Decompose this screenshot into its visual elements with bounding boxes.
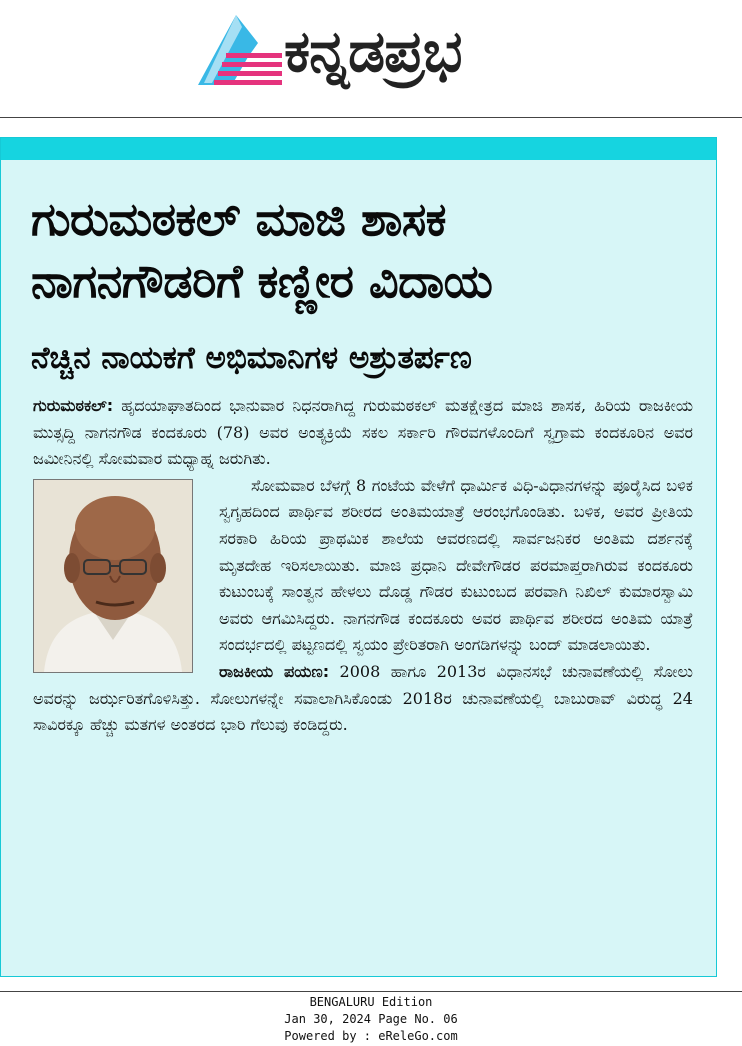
- article-clipping: [0, 137, 717, 977]
- section-subheading: ರಾಜಕೀಯ ಪಯಣ:: [219, 661, 330, 681]
- portrait-photo: [33, 479, 193, 673]
- dateline: ಗುರುಮಠಕಲ್:: [33, 396, 114, 415]
- triangle-logo-icon: [196, 13, 284, 89]
- edition-label: BENGALURU Edition: [309, 995, 433, 1009]
- masthead: [0, 0, 742, 118]
- article-subheadline: ನೆಚ್ಚಿನ ನಾಯಕಗೆ ಅಭಿಮಾನಿಗಳ ಅಶ್ರುತರ್ಪಣ: [31, 340, 472, 376]
- clipping-header-bar: [1, 138, 716, 160]
- paragraph-1-text: ಹೃದಯಾಘಾತದಿಂದ ಭಾನುವಾರ ನಿಧನರಾಗಿದ್ದ ಗುರುಮಠಕಲ್ ಮತಕ್ಷೇತ್ರದ ಮಾಜಿ ಶಾಸಕ, ಹಿರಿಯ ರಾಜಕೀಯ ಮುತ್ಸದ್ದಿ ನಾಗನಗೌಡ ಕಂದಕೂರು (78) ಅವರ ಅಂತ್ಯಕ್ರಿಯೆ ಸಕಲ ಸರ್ಕಾರಿ ಗೌರವಗಳೊಂದಿಗೆ ಸ್ವಗ್ರಾಮ ಕಂದಕೂರಿನ ಅವರ ಜಮೀನಿನಲ್ಲಿ ಸೋಮವಾರ ಮಧ್ಯಾಹ್ನ ಜರುಗಿತು.: [33, 396, 693, 469]
- portrait-illustration: [34, 480, 192, 672]
- powered-by-link[interactable]: Powered by : eReleGo.com: [284, 1029, 458, 1043]
- page-footer: [0, 994, 742, 1045]
- headline-line-1: ಗುರುಮಠಕಲ್ ಮಾಜಿ ಶಾಸಕ: [31, 192, 446, 246]
- paragraph-2-text: ಸೋಮವಾರ ಬೆಳಗ್ಗೆ 8 ಗಂಟೆಯ ವೇಳೆಗೆ ಧಾರ್ಮಿಕ ವಿಧಿ-ವಿಧಾನಗಳನ್ನು ಪೂರೈಸಿದ ಬಳಿಕ ಸ್ವಗೃಹದಿಂದ ಪಾರ್ಥಿವ ಶರೀರದ ಅಂತಿಮಯಾತ್ರೆ ಆರಂಭಗೊಂಡಿತು. ಬಳಿಕ, ಅವರ ಪ್ರೀತಿಯ ಸರಕಾರಿ ಹಿರಿಯ ಪ್ರಾಥಮಿಕ ಶಾಲೆಯ ಆವರಣದಲ್ಲಿ ಸಾರ್ವಜನಿಕರ ಅಂತಿಮ ದರ್ಶನಕ್ಕೆ ಮೃತದೇಹ ಇರಿಸಲಾಯಿತು. ಮಾಜಿ ಪ್ರಧಾನಿ ದೇವೇಗೌಡರ ಪರಮಾಪ್ತರಾಗಿರುವ ಕಂದಕೂರು ಕುಟುಂಬಕ್ಕೆ ಸಾಂತ್ವನ ಹೇಳಲು ದೊಡ್ಡ ಗೌಡರ ಕುಟುಂಬದ ಪರವಾಗಿ ನಿಖಿಲ್ ಕುಮಾರಸ್ವಾಮಿ ಅವರು ಆಗಮಿಸಿದ್ದರು. ನಾಗನಗೌಡ ಕಂದಕೂರು ಅವರ ಪಾರ್ಥಿವ ಶರೀರದ ಅಂತಿಮ ಯಾತ್ರೆ ಸಂದರ್ಭದಲ್ಲಿ ಪಟ್ಟಣದಲ್ಲಿ ಸ್ವಯಂ ಪ್ರೇರಿತರಾಗಿ ಅಂಗಡಿಗಳನ್ನು ಬಂದ್ ಮಾಡಲಾಯಿತು.: [219, 475, 693, 655]
- paragraph-1: [33, 393, 693, 473]
- logo-wordmark: ಕನ್ನಡಪ್ರಭ: [284, 17, 462, 85]
- paragraph-3-text: 2008 ಹಾಗೂ 2013ರ ವಿಧಾನಸಭೆ ಚುನಾವಣೆಯಲ್ಲಿ ಸೋಲು ಅವರನ್ನು ಜರ್ಝರಿತಗೊಳಿಸಿತ್ತು. ಸೋಲುಗಳನ್ನೇ ಸವಾಲಾಗಿಸಿಕೊಂಡು 2018ರ ಚುನಾವಣೆಯಲ್ಲಿ ಬಾಬುರಾವ್ ವಿರುದ್ಧ 24 ಸಾವಿರಕ್ಕೂ ಹೆಚ್ಚು ಮತಗಳ ಅಂತರದ ಭಾರಿ ಗೆಲುವು ಕಂಡಿದ್ದರು.: [33, 661, 693, 735]
- article-headline: [31, 188, 701, 312]
- bottom-divider: [0, 991, 742, 992]
- headline-line-2: ನಾಗನಗೌಡರಿಗೆ ಕಣ್ಣೀರ ವಿದಾಯ: [31, 254, 493, 308]
- date-page-label: Jan 30, 2024 Page No. 06: [284, 1012, 458, 1026]
- top-divider: [0, 117, 742, 118]
- newspaper-logo[interactable]: [196, 12, 461, 90]
- article-body: [33, 393, 693, 739]
